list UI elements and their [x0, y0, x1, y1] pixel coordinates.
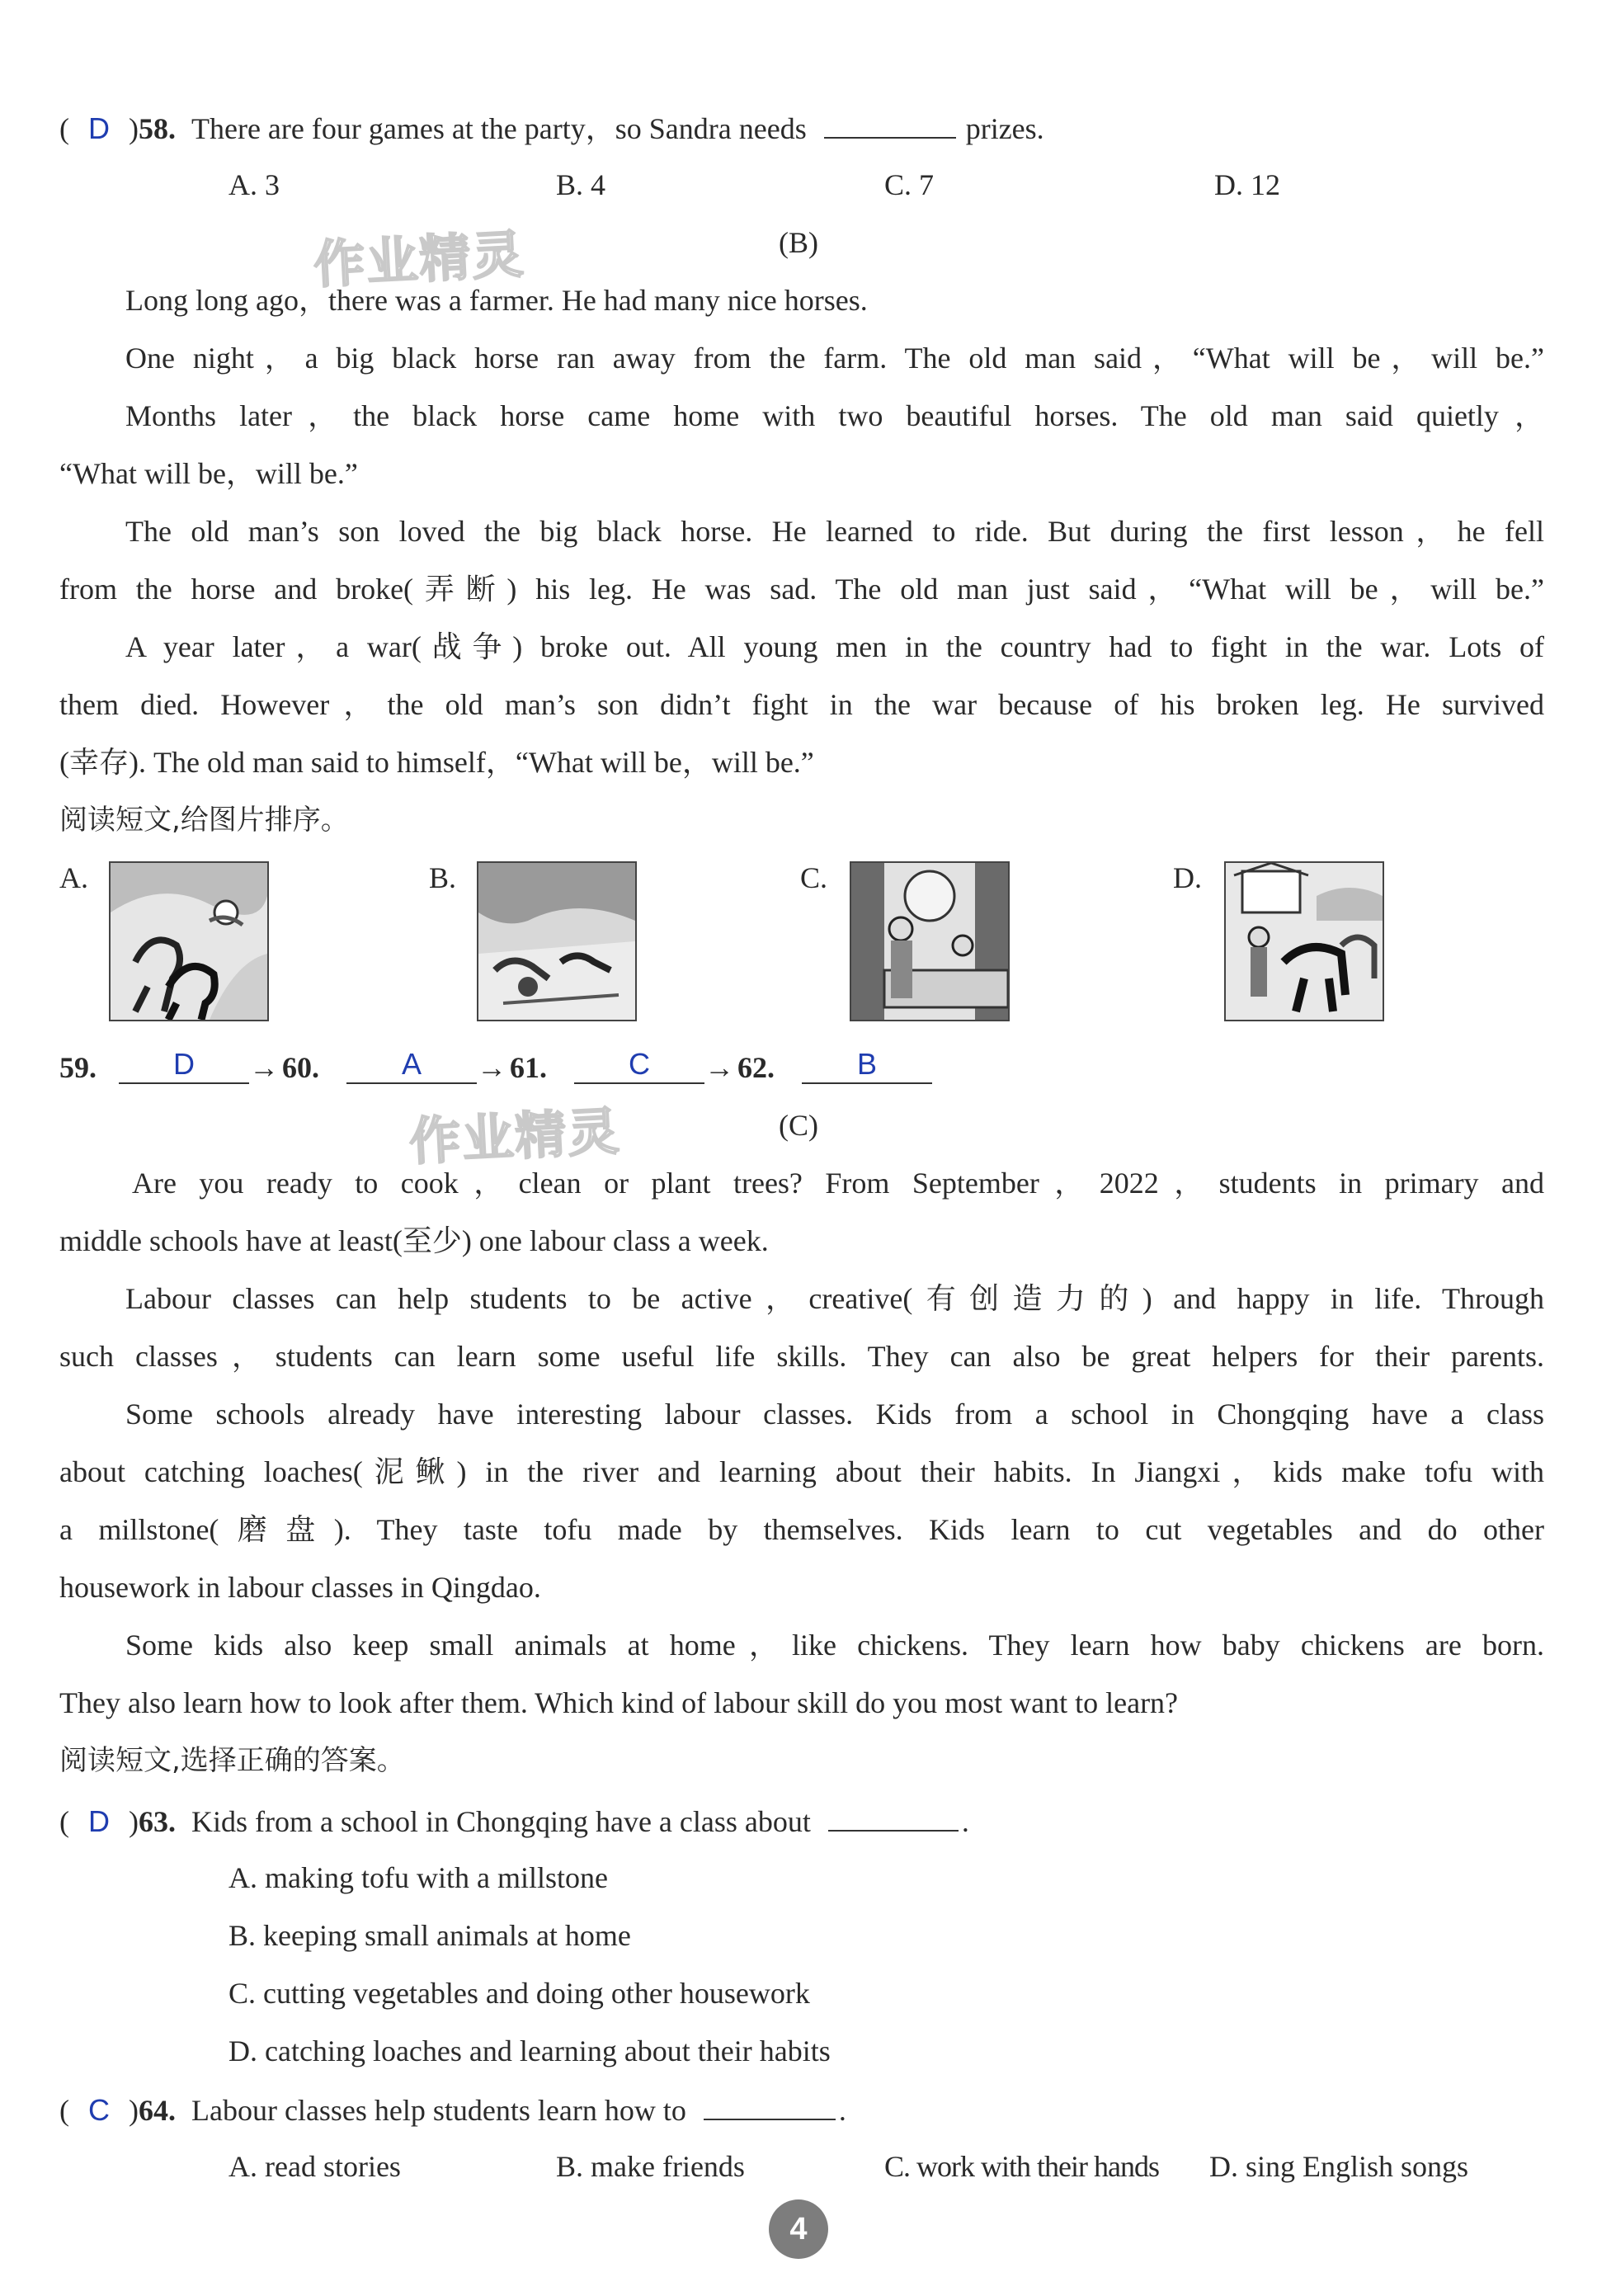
section-c-heading: (C)	[779, 1109, 818, 1142]
seq-59-arrow: →	[249, 1051, 279, 1084]
seq-60-answer: A	[346, 1049, 477, 1084]
q58-number: 58.	[139, 112, 176, 145]
c-line-2: middle schools have at least(至少) one labour class a week.	[59, 1224, 769, 1257]
c-line-8: housework in labour classes in Qingdao.	[59, 1571, 541, 1604]
picture-d-horse-returns	[1224, 861, 1384, 1021]
b-line-9: (幸存). The old man said to himself，“What will be，will be.”	[59, 746, 814, 779]
c-line-10: They also learn how to look after them. Which kind of labour skill do you most want to learn?	[59, 1686, 1179, 1719]
q63-text: Kids from a school in Chongqing have a class about	[191, 1805, 811, 1838]
c-line-6: about catching loaches(泥鳅) in the river and learning about their habits. In Jiangxi，kids make tofu with	[59, 1455, 1544, 1488]
q63-option-a: A. making tofu with a millstone	[228, 1861, 608, 1894]
seq-59-answer: D	[119, 1049, 249, 1084]
q58-option-b: B. 4	[556, 168, 606, 201]
q58-text-after: prizes.	[965, 112, 1044, 145]
b-line-2: One night，a big black horse ran away from the farm. The old man said，“What will be，will be.”	[125, 342, 1545, 375]
q63-number: 63.	[139, 1805, 176, 1838]
c-line-9: Some kids also keep small animals at home，like chickens. They learn how baby chickens are born.	[125, 1629, 1544, 1662]
watermark: 作业精灵	[312, 224, 527, 295]
b-line-6: from the horse and broke(弄断) his leg. He was sad. The old man just said，“What will be，will be.”	[59, 573, 1544, 606]
q58-option-a: A. 3	[228, 168, 280, 201]
seq-61-answer: C	[574, 1049, 704, 1084]
seq-60-arrow: →	[477, 1051, 506, 1084]
seq-62-answer: B	[802, 1049, 932, 1084]
q63-option-b: B. keeping small animals at home	[228, 1919, 631, 1952]
q58-option-d: D. 12	[1214, 168, 1280, 201]
q64-blank	[704, 2091, 836, 2120]
c-line-4: such classes，students can learn some useful life skills. They can also be great helpers for their parents.	[59, 1340, 1544, 1373]
q64-option-b: B. make friends	[556, 2150, 745, 2183]
c-line-5: Some schools already have interesting labour classes. Kids from a school in Chongqing have a class	[125, 1398, 1544, 1431]
picture-a-label: A.	[59, 861, 88, 894]
b-line-1: Long long ago，there was a farmer. He had many nice horses.	[125, 284, 868, 317]
q64-answer: C	[88, 2093, 110, 2127]
b-line-8: them died. However，the old man’s son didn’t fight in the war because of his broken leg. He survived	[59, 688, 1544, 721]
picture-d-label: D.	[1173, 861, 1202, 894]
q63-line: ( D )63. Kids from a school in Chongqing have a class about .	[59, 1802, 969, 1840]
q58-text: There are four games at the party，so Sandra needs	[191, 112, 807, 145]
picture-b-label: B.	[429, 861, 457, 894]
b-line-4: “What will be，will be.”	[59, 457, 358, 490]
q58-answer: D	[88, 111, 110, 145]
watermark-2: 作业精灵	[407, 1101, 623, 1172]
q64-number: 64.	[139, 2094, 176, 2127]
q64-option-a: A. read stories	[228, 2150, 401, 2183]
b-line-7: A year later，a war(战争) broke out. All young men in the country had to fight in the war. Lots of	[125, 630, 1544, 663]
b-line-5: The old man’s son loved the big black horse. He learned to ride. But during the first lesson，he fell	[125, 515, 1544, 548]
page-number: 4	[769, 2199, 828, 2259]
seq-60-number: 60.	[282, 1051, 319, 1084]
q63-option-c: C. cutting vegetables and doing other housework	[228, 1977, 810, 2010]
section-b-heading: (B)	[779, 226, 818, 259]
q64-text-after: .	[838, 2094, 846, 2127]
q64-option-d: D. sing English songs	[1209, 2150, 1469, 2183]
b-line-3: Months later，the black horse came home with two beautiful horses. The old man said quietly，	[125, 399, 1544, 432]
c-instruction: 阅读短文,选择正确的答案。	[59, 1744, 405, 1777]
q64-text: Labour classes help students learn how to	[191, 2094, 686, 2127]
b-instruction: 阅读短文,给图片排序。	[59, 804, 349, 837]
q58-blank	[824, 109, 956, 139]
seq-61-number: 61.	[510, 1051, 547, 1084]
q64-line: ( C )64. Labour classes help students learn how to .	[59, 2091, 846, 2129]
c-line-7: a millstone(磨盘). They taste tofu made by themselves. Kids learn to cut vegetables and do other	[59, 1513, 1544, 1546]
q58-line: ( D )58. There are four games at the party，so Sandra needs prizes.	[59, 109, 1044, 147]
c-line-3: Labour classes can help students to be active，creative(有创造力的) and happy in life. Through	[125, 1282, 1544, 1315]
picture-b-war-scene	[477, 861, 637, 1021]
seq-62-number: 62.	[737, 1051, 775, 1084]
q63-blank	[828, 1802, 959, 1832]
picture-c-label: C.	[800, 861, 828, 894]
q64-option-c: C. work with their hands	[884, 2150, 1159, 2183]
q63-text-after: .	[961, 1805, 969, 1838]
c-line-1: Are you ready to cook，clean or plant trees? From September，2022，students in primary and	[132, 1167, 1544, 1200]
q58-option-c: C. 7	[884, 168, 935, 201]
picture-c-son-in-bed	[850, 861, 1010, 1021]
q63-option-d: D. catching loaches and learning about their habits	[228, 2034, 831, 2067]
picture-a-horses-running	[109, 861, 269, 1021]
seq-59-number: 59.	[59, 1051, 97, 1084]
q63-answer: D	[88, 1804, 110, 1838]
seq-61-arrow: →	[704, 1051, 734, 1084]
